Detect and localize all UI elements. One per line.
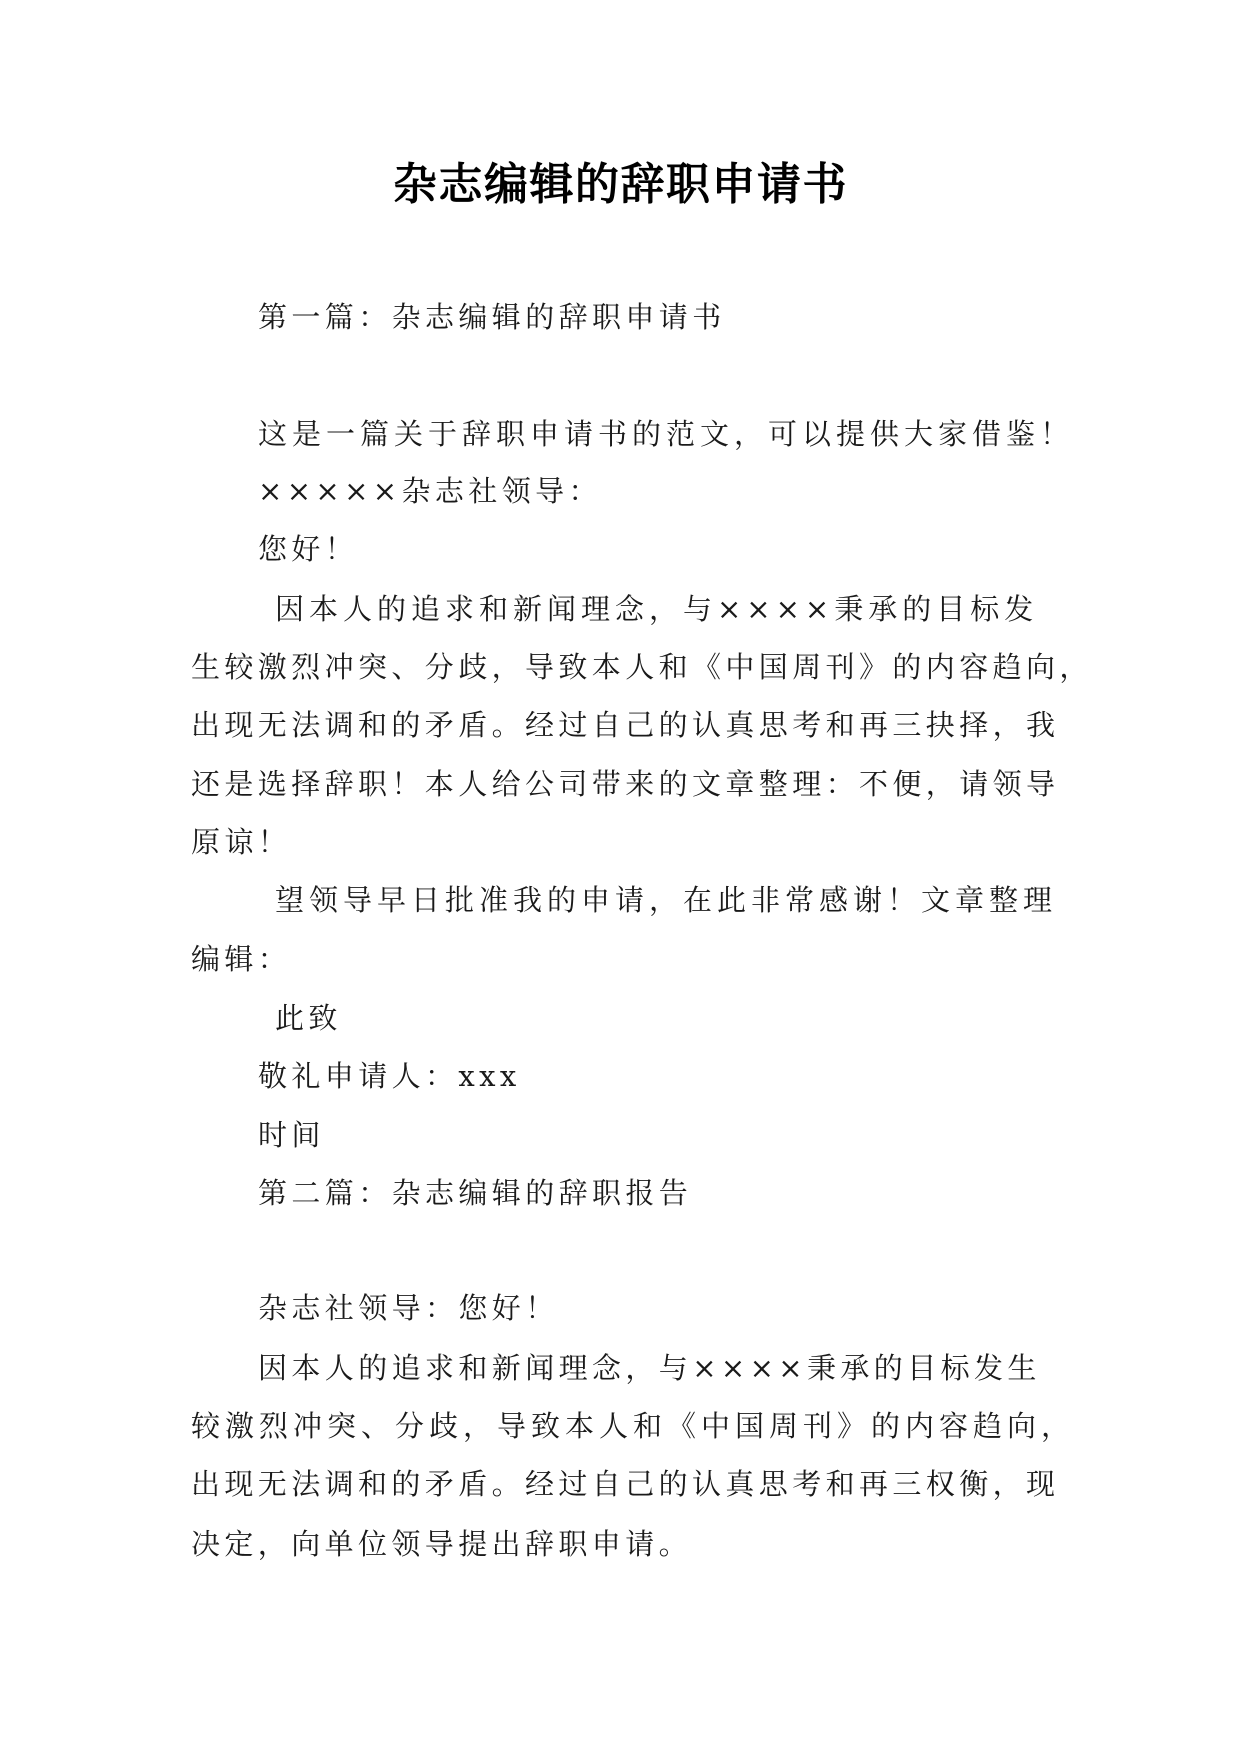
paragraph-line: 望领导早日批准我的申请，在此非常感谢！文章整理 [275, 883, 1058, 917]
paragraph-line: 出现无法调和的矛盾。经过自己的认真思考和再三权衡，现 [191, 1467, 1060, 1501]
date-line: 时间 [258, 1118, 325, 1152]
paragraph-line: 因本人的追求和新闻理念，与××××秉承的目标发 [275, 592, 1039, 626]
signature-line: 敬礼申请人：xxx [258, 1059, 521, 1093]
paragraph-line: 决定，向单位领导提出辞职申请。 [191, 1527, 693, 1561]
greeting: 您好！ [258, 532, 359, 566]
part1-heading: 第一篇：杂志编辑的辞职申请书 [258, 300, 726, 334]
part2-salutation: 杂志社领导：您好！ [258, 1291, 559, 1325]
salutation: ×××××杂志社领导： [258, 474, 602, 508]
intro-text: 这是一篇关于辞职申请书的范文，可以提供大家借鉴！ [258, 417, 1075, 451]
closing-text: 此致 [275, 1001, 342, 1035]
paragraph-line: 编辑： [191, 942, 292, 976]
paragraph-line: 出现无法调和的矛盾。经过自己的认真思考和再三抉择，我 [191, 708, 1060, 742]
paragraph-line: 还是选择辞职！本人给公司带来的文章整理：不便，请领导 [191, 767, 1060, 801]
part2-heading: 第二篇：杂志编辑的辞职报告 [258, 1176, 693, 1210]
paragraph-line: 较激烈冲突、分歧，导致本人和《中国周刊》的内容趋向， [191, 1409, 1076, 1443]
document-title: 杂志编辑的辞职申请书 [393, 159, 848, 210]
paragraph-line: 生较激烈冲突、分歧，导致本人和《中国周刊》的内容趋向， [191, 650, 1093, 684]
paragraph-line: 原谅！ [191, 825, 292, 859]
paragraph-line: 因本人的追求和新闻理念，与××××秉承的目标发生 [258, 1351, 1041, 1385]
